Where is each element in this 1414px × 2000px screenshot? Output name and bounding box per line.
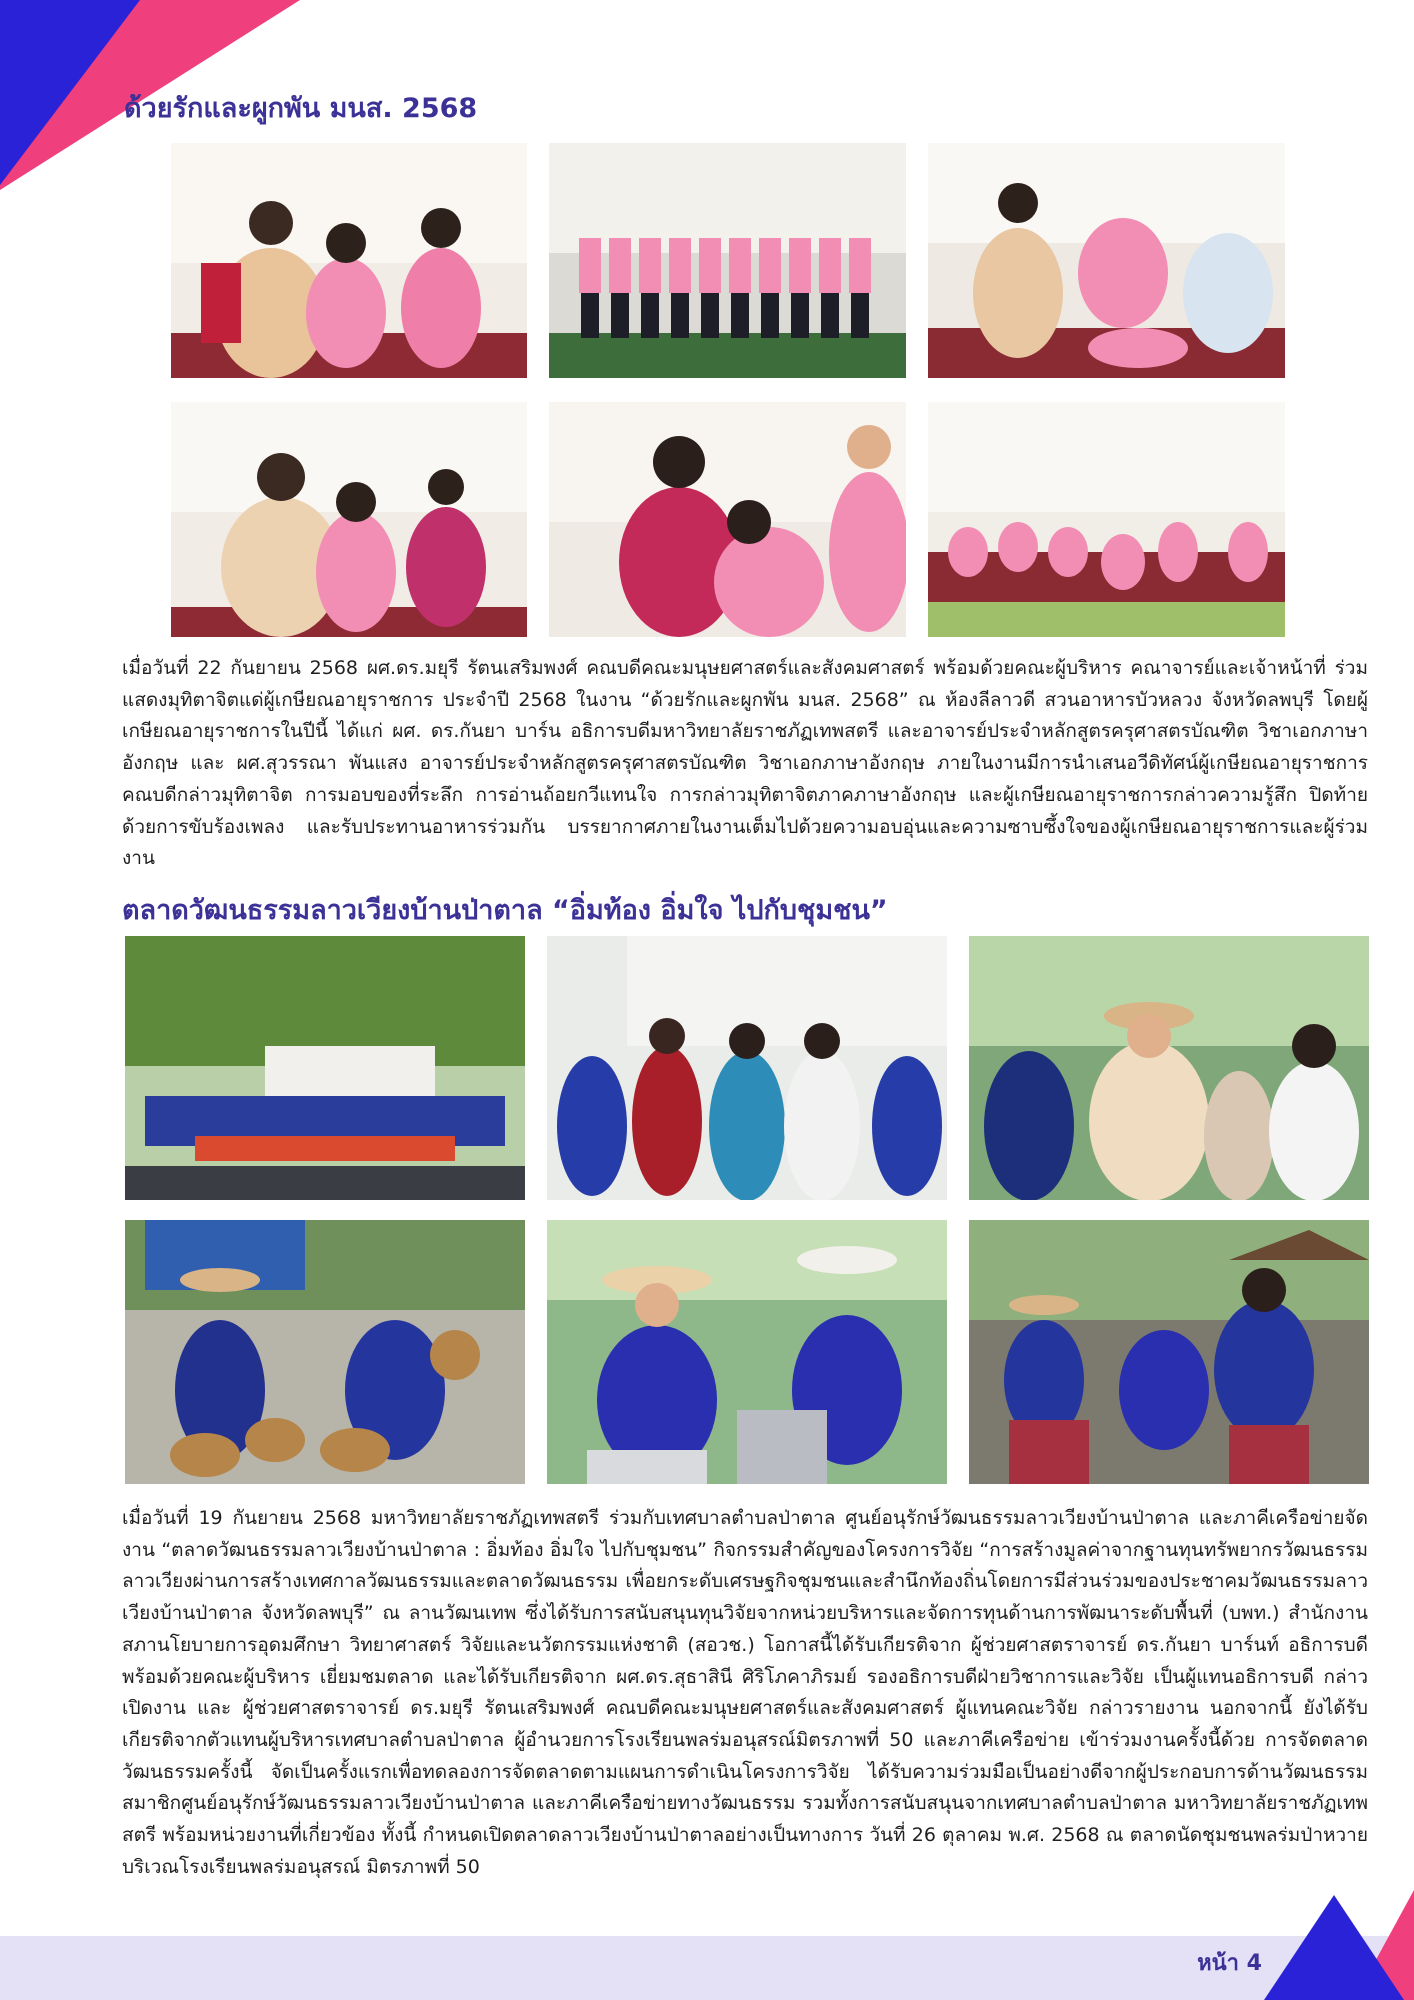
photo-retirement-6 bbox=[928, 402, 1285, 637]
photo-market-6 bbox=[969, 1220, 1369, 1484]
page-number: หน้า 4 bbox=[1197, 1951, 1262, 1976]
photo-market-3 bbox=[969, 936, 1369, 1200]
section-title-culture-market: ตลาดวัฒนธรรมลาวเวียงบ้านป่าตาล “อิ่มท้อง อิ่มใจ ไปกับชุมชน” bbox=[122, 895, 888, 926]
paragraph-culture-market: เมื่อวันที่ 19 กันยายน 2568 มหาวิทยาลัยราชภัฏเทพสตรี ร่วมกับเทศบาลตำบลป่าตาล ศูนย์อนุรักษ์วัฒนธรรมลาวเวียงบ้านป่าตาล และภาคีเครือข่ายจัดงาน “ตลาดวัฒนธรรมลาวเวียงบ้านป่าตาล : อิ่มท้อง อิ่มใจ ไปกับชุมชน” กิจกรรมสำคัญของโครงการวิจัย “การสร้างมูลค่าจากฐานทุนทรัพยากรวัฒนธรรมลาวเวียงผ่านการสร้างเทศกาลวัฒนธรรมและตลาดวัฒนธรรม เพื่อยกระดับเศรษฐกิจชุมชนและสำนึกท้องถิ่นโดยการมีส่วนร่วมของประชาคมวัฒนธรรมลาวเวียงบ้านป่าตาล จังหวัดลพบุรี” ณ ลานวัฒนเทพ ซึ่งได้รับการสนับสนุนทุนวิจัยจากหน่วยบริหารและจัดการทุนด้านการพัฒนาระดับพื้นที่ (บพท.) สำนักงานสภานโยบายการอุดมศึกษา วิทยาศาสตร์ วิจัยและนวัตกรรมแห่งชาติ (สอวช.) โอกาสนี้ได้รับเกียรติจาก ผู้ช่วยศาสตราจารย์ ดร.กันยา บาร์นท์ อธิการบดี พร้อมด้วยคณะผู้บริหาร เยี่ยมชมตลาด และได้รับเกียรติจาก ผศ.ดร.สุธาสินี ศิริโภคาภิรมย์ รองอธิการบดีฝ่ายวิชาการและวิจัย เป็นผู้แทนอธิการบดี กล่าวเปิดงาน และ ผู้ช่วยศาสตราจารย์ ดร.มยุรี รัตนเสริมพงศ์ คณบดีคณะมนุษยศาสตร์และสังคมศาสตร์ ผู้แทนคณะวิจัย กล่าวรายงาน นอกจากนี้ ยังได้รับเกียรติจากตัวแทนผู้บริหารเทศบาลตำบลป่าตาล ผู้อำนวยการโรงเรียนพลร่มอนุสรณ์มิตรภาพที่ 50 และภาคีเครือข่าย เข้าร่วมงานครั้งนี้ด้วย การจัดตลาดวัฒนธรรมครั้งนี้ จัดเป็นครั้งแรกเพื่อทดลองการจัดตลาดตามแผนการดำเนินโครงการวิจัย ได้รับความร่วมมือเป็นอย่างดีจากผู้ประกอบการด้านวัฒนธรรม สมาชิกศูนย์อนุรักษ์วัฒนธรรมลาวเวียงบ้านป่าตาล และภาคีเครือข่ายทางวัฒนธรรม รวมทั้งการสนับสนุนจากเทศบาลตำบลป่าตาล มหาวิทยาลัยราชภัฏเทพสตรี พร้อมหน่วยงานที่เกี่ยวข้อง ทั้งนี้ กำหนดเปิดตลาดลาวเวียงบ้านป่าตาลอย่างเป็นทางการ วันที่ 26 ตุลาคม พ.ศ. 2568 ณ ตลาดนัดชุมชนพลร่มป่าหวาย บริเวณโรงเรียนพลร่มอนุสรณ์ มิตรภาพที่ 50 bbox=[122, 1507, 1368, 1878]
photo-retirement-1 bbox=[171, 143, 527, 378]
photo-retirement-5 bbox=[549, 402, 906, 637]
photo-market-1 bbox=[125, 936, 525, 1200]
photo-retirement-3 bbox=[928, 143, 1285, 378]
section-title-retirement: ด้วยรักและผูกพัน มนส. 2568 bbox=[124, 93, 478, 124]
photo-market-4 bbox=[125, 1220, 525, 1484]
paragraph-retirement: เมื่อวันที่ 22 กันยายน 2568 ผศ.ดร.มยุรี รัตนเสริมพงศ์ คณบดีคณะมนุษยศาสตร์และสังคมศาสตร์ พร้อมด้วยคณะผู้บริหาร คณาจารย์และเจ้าหน้าที่ ร่วมแสดงมุทิตาจิตแด่ผู้เกษียณอายุราชการ ประจำปี 2568 ในงาน “ด้วยรักและผูกพัน มนส. 2568” ณ ห้องลีลาวดี สวนอาหารบัวหลวง จังหวัดลพบุรี โดยผู้เกษียณอายุราชการในปีนี้ ได้แก่ ผศ. ดร.กันยา บาร์น อธิการบดีมหาวิทยาลัยราชภัฏเทพสตรี และอาจารย์ประจำหลักสูตรครุศาสตรบัณฑิต วิชาเอกภาษาอังกฤษ และ ผศ.สุวรรณา พันแสง อาจารย์ประจำหลักสูตรครุศาสตรบัณฑิต วิชาเอกภาษาอังกฤษ ภายในงานมีการนำเสนอวีดิทัศน์ผู้เกษียณอายุราชการ คณบดีกล่าวมุทิตาจิต การมอบของที่ระลึก การอ่านถ้อยกวีแทนใจ การกล่าวมุทิตาจิตภาคภาษาอังกฤษ และผู้เกษียณอายุราชการกล่าวความรู้สึก ปิดท้ายด้วยการขับร้องเพลง และรับประทานอาหารร่วมกัน บรรยากาศภายในงานเต็มไปด้วยความอบอุ่นและความซาบซึ้งใจของผู้เกษียณอายุราชการและผู้ร่วมงาน bbox=[122, 657, 1368, 870]
photo-retirement-2 bbox=[549, 143, 906, 378]
photo-market-5 bbox=[547, 1220, 947, 1484]
photo-market-2 bbox=[547, 936, 947, 1200]
photo-retirement-4 bbox=[171, 402, 527, 637]
